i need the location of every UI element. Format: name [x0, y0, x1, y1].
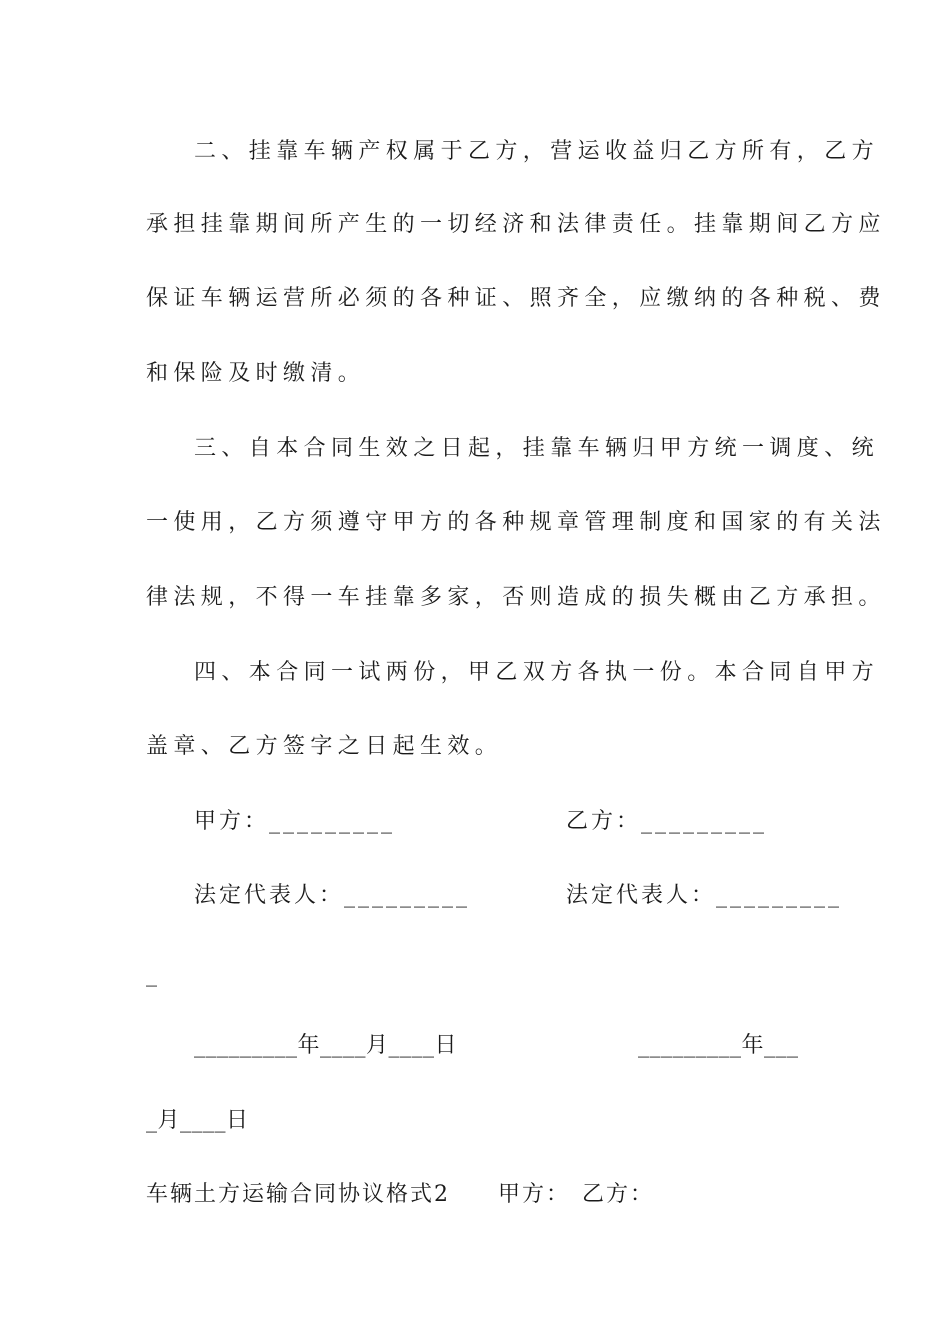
date-a-field: _________年____月____日	[194, 1033, 458, 1058]
date-b-field: _________年___	[638, 1033, 799, 1058]
next-section-title: 车辆土方运输合同协议格式2	[146, 1182, 450, 1207]
clause-3-line-2: 一使用，乙方须遵守甲方的各种规章管理制度和国家的有关法	[146, 510, 886, 535]
clause-2-line-3: 保证车辆运营所必须的各种证、照齐全，应缴纳的各种税、费	[146, 286, 886, 311]
clause-3-line-3: 律法规，不得一车挂靠多家，否则造成的损失概由乙方承担。	[146, 585, 886, 610]
party-b-field: 乙方：_________	[566, 809, 768, 834]
clause-2-line-1: 二、挂靠车辆产权属于乙方，营运收益归乙方所有，乙方	[194, 139, 880, 164]
clause-2-line-4: 和保险及时缴清。	[146, 361, 366, 386]
next-section-party-a: 甲方：	[498, 1182, 571, 1207]
rep-b-field-wrap: _	[146, 962, 163, 987]
party-a-field: 甲方：_________	[194, 809, 396, 834]
clause-4-line-2: 盖章、乙方签字之日起生效。	[146, 734, 503, 759]
date-b-field-wrap: _月____日	[146, 1108, 249, 1133]
next-section-party-b: 乙方：	[582, 1182, 655, 1207]
rep-b-field: 法定代表人：_________	[566, 883, 843, 908]
clause-3-line-1: 三、自本合同生效之日起，挂靠车辆归甲方统一调度、统	[194, 436, 880, 461]
clause-4-line-1: 四、本合同一试两份，甲乙双方各执一份。本合同自甲方	[194, 660, 880, 685]
rep-a-field: 法定代表人：_________	[194, 883, 471, 908]
clause-2-line-2: 承担挂靠期间所产生的一切经济和法律责任。挂靠期间乙方应	[146, 212, 886, 237]
